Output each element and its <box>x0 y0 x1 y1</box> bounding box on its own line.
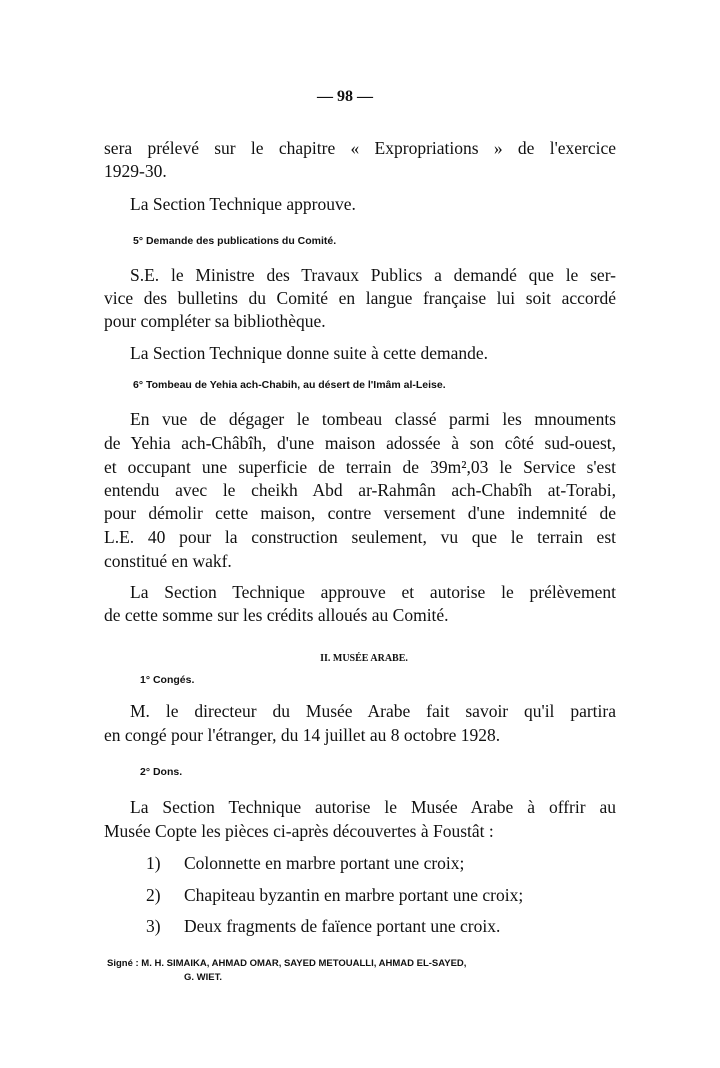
text-line: de cette somme sur les crédits alloués au Comité. <box>104 605 449 625</box>
section-heading: 5° Demande des publications du Comité. <box>133 235 337 247</box>
text-line: En vue de dégager le tombeau classé parmi les mnouments <box>130 409 616 429</box>
text-line: constitué en wakf. <box>104 551 232 571</box>
list-item <box>146 916 500 936</box>
list-number: 1) <box>146 853 161 873</box>
text-line: La Section Technique donne suite à cette demande. <box>130 343 489 363</box>
list-text: Colonnette en marbre portant une croix; <box>184 853 465 873</box>
signature-line: G. WIET. <box>184 972 222 983</box>
text-line: de Yehia ach-Châbîh, d'une maison adossée à son côté sud-ouest, <box>104 433 616 453</box>
section-heading: 6° Tombeau de Yehia ach-Chabih, au désert de l'Imâm al-Leise. <box>133 379 446 391</box>
page-number: — 98 — <box>317 88 373 105</box>
text-line: L.E. 40 pour la construction seulement, vu que le terrain est <box>104 527 616 547</box>
text-line: en congé pour l'étranger, du 14 juillet au 8 octobre 1928. <box>104 725 501 745</box>
text-line: Musée Copte les pièces ci-après découvertes à Foustât : <box>104 821 494 841</box>
text-line: pour compléter sa bibliothèque. <box>104 311 326 331</box>
list-number: 3) <box>146 916 161 936</box>
text-line: S.E. le Ministre des Travaux Publics a demandé que le ser- <box>130 265 616 285</box>
section-title: II. MUSÉE ARABE. <box>320 653 408 664</box>
section-heading: 2° Dons. <box>140 766 183 778</box>
list-text: Deux fragments de faïence portant une croix. <box>184 916 501 936</box>
text-line: 1929-30. <box>104 161 167 181</box>
text-line: La Section Technique autorise le Musée Arabe à offrir au <box>130 797 616 817</box>
text-line: entendu avec le cheikh Abd ar-Rahmân ach-Chabîh at-Torabi, <box>104 480 616 500</box>
list-number: 2) <box>146 885 161 905</box>
text-line: vice des bulletins du Comité en langue française lui soit accordé <box>104 288 616 308</box>
section-heading: 1° Congés. <box>140 674 195 686</box>
list-text: Chapiteau byzantin en marbre portant une croix; <box>184 885 524 905</box>
text-line: sera prélevé sur le chapitre « Expropriations » de l'exercice <box>104 138 616 158</box>
signature-line: Signé : M. H. SIMAIKA, AHMAD OMAR, SAYED METOUALLI, AHMAD EL-SAYED, <box>107 958 467 969</box>
text-line: La Section Technique approuve et autorise le prélèvement <box>130 582 616 602</box>
list-item <box>146 885 523 905</box>
text-line: pour démolir cette maison, contre versement d'une indemnité de <box>104 503 616 523</box>
list-item <box>146 853 464 873</box>
text-line: M. le directeur du Musée Arabe fait savoir qu'il partira <box>130 701 616 721</box>
text-line: et occupant une superficie de terrain de 39m²,03 le Service s'est <box>104 457 616 477</box>
text-line: La Section Technique approuve. <box>130 194 356 214</box>
